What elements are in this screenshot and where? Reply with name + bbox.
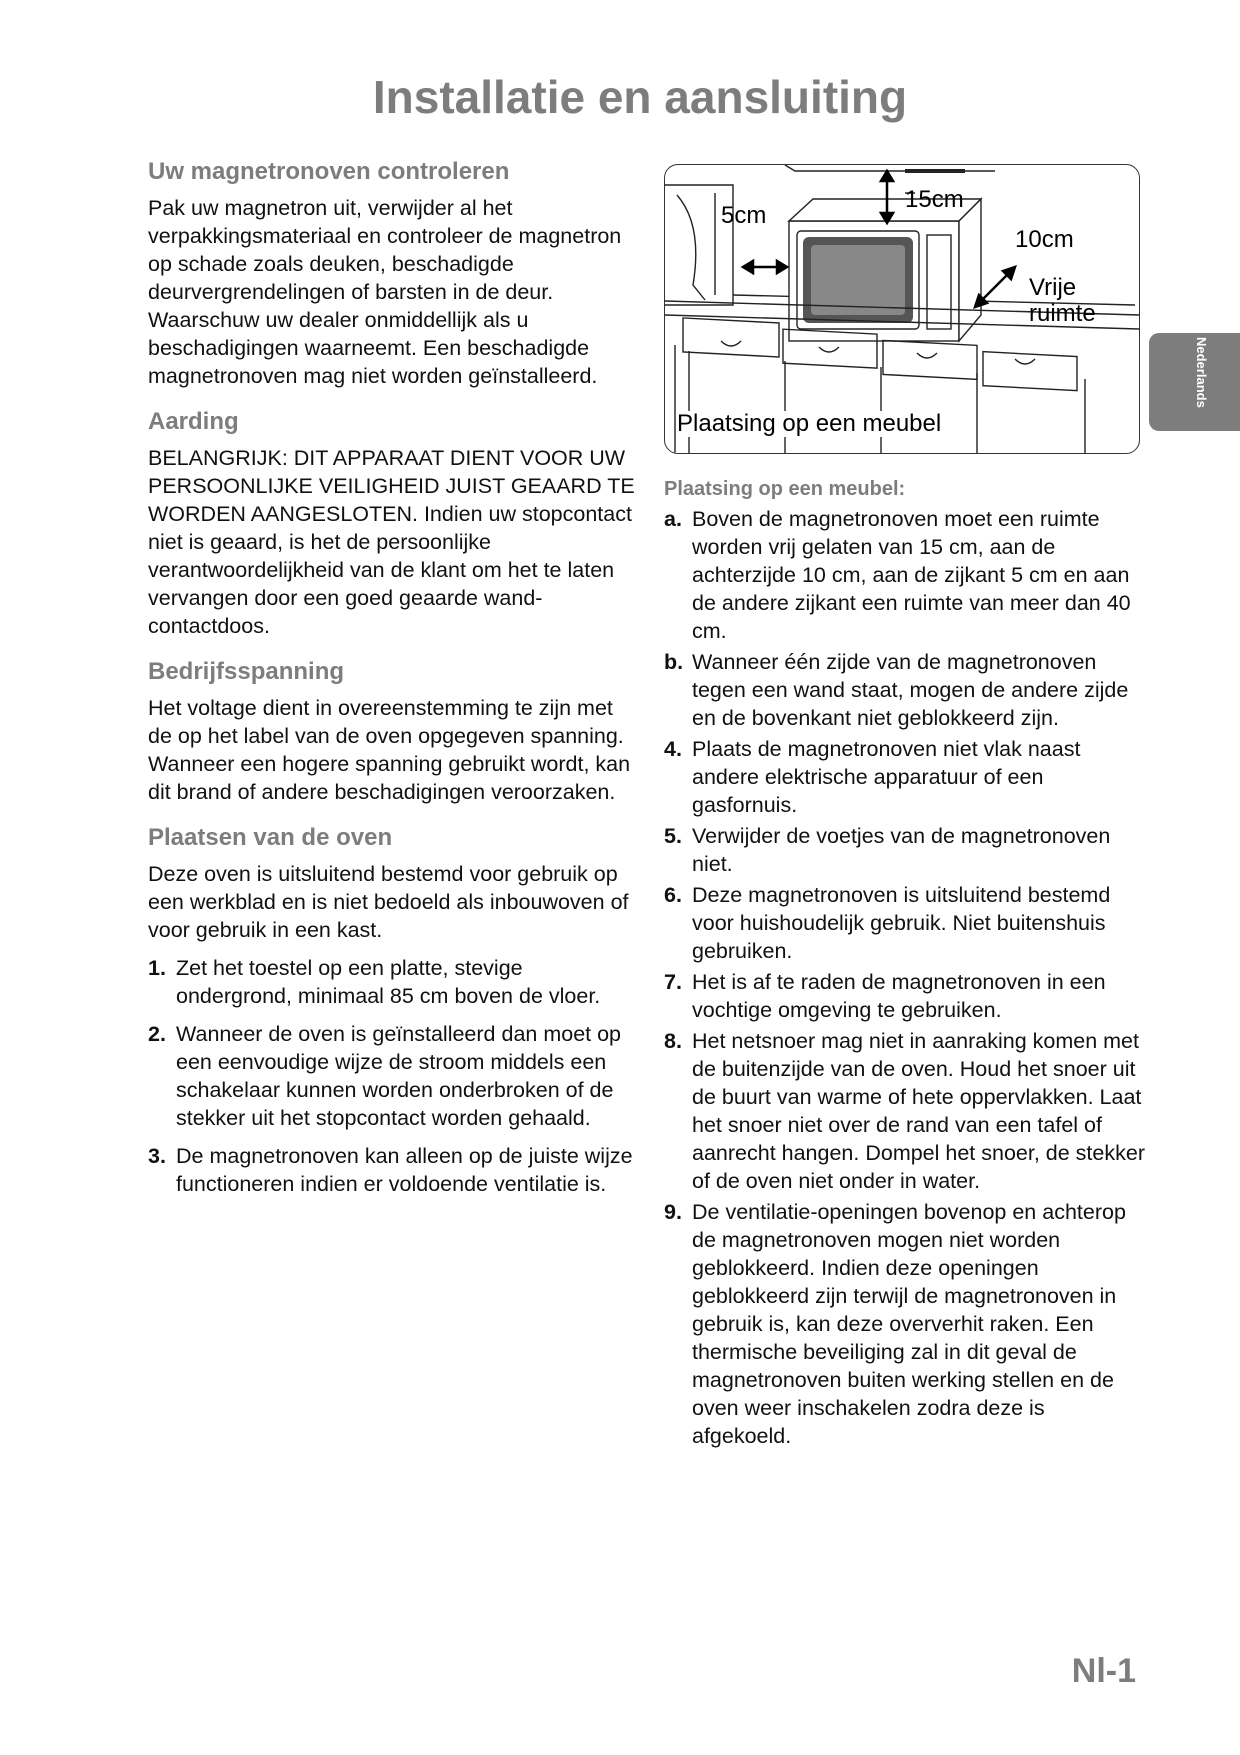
- item-text: Het is af te raden de magnetronoven in een vochtige omgeving te gebruiken.: [692, 970, 1106, 1022]
- item-text: Het netsnoer mag niet in aanraking komen met de buitenzijde van de oven. Houd het snoer uit de buurt van warme of hete oppervlakken. Laat het snoer niet over de rand van een tafel of aanrecht hangen. Dompel het snoer, de stekker of de oven niet onder in water.: [692, 1029, 1145, 1193]
- page-title: Installatie en aansluiting: [372, 71, 908, 123]
- item-text: Wanneer de oven is geïnstalleerd dan moet op een eenvoudige wijze de stroom middels een schakelaar kunnen worden onderbroken of de stekker uit het stopcontact worden gehaald.: [176, 1022, 622, 1130]
- placement-figure: [664, 164, 1140, 454]
- item-text: Zet het toestel op een platte, stevige ondergrond, minimaal 85 cm boven de vloer.: [176, 956, 601, 1008]
- paragraph-placing: Deze oven is uitsluitend bestemd voor gebruik op een werkblad en is niet bedoeld als inbouwoven of voor gebruik in een kast.: [148, 862, 629, 942]
- figure-caption: Plaatsing op een meubel: [677, 411, 947, 437]
- furniture-heading: Plaatsing op een meubel:: [664, 478, 906, 500]
- item-text: De magnetronoven kan alleen op de juiste wijze functioneren indien er voldoende ventilatie is.: [176, 1144, 633, 1196]
- list-item: [148, 954, 638, 1010]
- item-number: b.: [664, 650, 684, 674]
- item-number: a.: [664, 507, 682, 531]
- label-top-gap: 15cm: [905, 186, 964, 213]
- heading-check: Uw magnetronoven controleren: [148, 158, 510, 185]
- label-side-gap: 5cm: [721, 202, 767, 229]
- list-item: [148, 1142, 638, 1198]
- language-label: Nederlands: [1194, 337, 1209, 408]
- heading-voltage: Bedrijfsspanning: [148, 658, 345, 685]
- item-number: 1.: [148, 956, 166, 980]
- page-number: Nl-1: [1071, 1652, 1136, 1690]
- list-item: [664, 881, 1149, 965]
- item-number: 5.: [664, 824, 682, 848]
- item-number: 4.: [664, 737, 682, 761]
- item-number: 8.: [664, 1029, 682, 1053]
- paragraph-voltage: Het voltage dient in overeenstemming te zijn met de op het label van de oven opgegeven spanning. Wanneer een hogere spanning gebruikt wordt, kan dit brand of andere beschadigingen veroorzaken.: [148, 696, 631, 804]
- item-text: Wanneer één zijde van de magnetronoven tegen een wand staat, mogen de andere zijde en de bovenkant niet geblokkeerd zijn.: [692, 650, 1129, 730]
- paragraph-check: Pak uw magnetron uit, verwijder al het verpakkingsmateriaal en controleer de magnetron op schade zoals deuken, beschadigde deurvergrendelingen of barsten in de deur. Waarschuw uw dealer onmiddellijk als u beschadigingen waarneemt. Een beschadigde magnetronoven mag niet worden geïnstalleerd.: [148, 196, 622, 388]
- label-back-gap: 10cm: [1015, 226, 1074, 253]
- item-text: De ventilatie-openingen bovenop en achterop de magnetronoven mogen niet worden geblokkeerd. Indien deze openingen geblokkeerd zijn terwijl de magnetronoven in gebruik is, kan deze oververhit raken. Een thermische beveiliging zal in dit geval de magnetronoven buiten werking stellen en de oven weer inschakelen zodra deze is afgekoeld.: [692, 1200, 1126, 1448]
- right-column: [664, 478, 1149, 1453]
- item-number: 9.: [664, 1200, 682, 1224]
- placing-list: [148, 954, 638, 1198]
- furniture-list: [664, 505, 1149, 1450]
- item-text: Verwijder de voetjes van de magnetronoven niet.: [692, 824, 1111, 876]
- list-item: [664, 1027, 1149, 1195]
- item-number: 3.: [148, 1144, 166, 1168]
- list-item: [664, 822, 1149, 878]
- item-number: 6.: [664, 883, 682, 907]
- item-number: 7.: [664, 970, 682, 994]
- list-item: [148, 1020, 638, 1132]
- paragraph-earthing: BELANGRIJK: DIT APPARAAT DIENT VOOR UW PERSOONLIJKE VEILIGHEID JUIST GEAARD TE WORDEN AANGESLOTEN. Indien uw stopcontact niet is geaard, is het de persoonlijke verantwoordelijkheid van de klant om het te laten vervangen door een goed geaarde wand-contactdoos.: [148, 446, 635, 638]
- list-item: [664, 735, 1149, 819]
- list-item: [664, 505, 1149, 645]
- item-text: Deze magnetronoven is uitsluitend bestemd voor huishoudelijk gebruik. Niet buitenshuis gebruiken.: [692, 883, 1111, 963]
- item-number: 2.: [148, 1022, 166, 1046]
- language-tab: [1149, 333, 1240, 431]
- label-free-space: Vrije ruimte: [1029, 274, 1096, 327]
- item-text: Plaats de magnetronoven niet vlak naast andere elektrische apparatuur of een gasfornuis.: [692, 737, 1081, 817]
- item-text: Boven de magnetronoven moet een ruimte worden vrij gelaten van 15 cm, aan de achterzijde 10 cm, aan de zijkant 5 cm en aan de andere zijkant een ruimte van meer dan 40 cm.: [692, 507, 1131, 643]
- list-item: [664, 1198, 1149, 1450]
- left-column: [148, 158, 638, 1208]
- list-item: [664, 968, 1149, 1024]
- heading-placing: Plaatsen van de oven: [148, 824, 393, 851]
- list-item: [664, 648, 1149, 732]
- heading-earthing: Aarding: [148, 408, 239, 435]
